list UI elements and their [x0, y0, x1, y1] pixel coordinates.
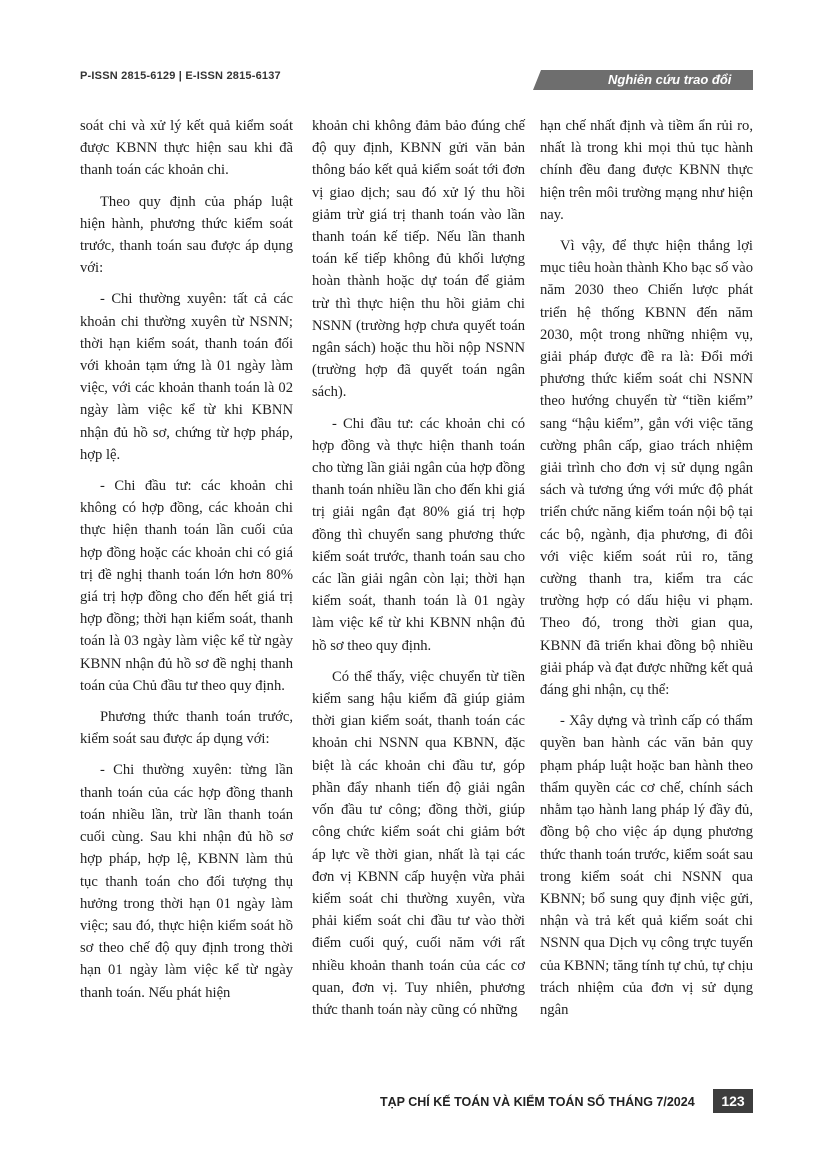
paragraph: khoản chi không đảm bảo đúng chế độ quy định, KBNN gửi văn bản thông báo kết quả kiểm soát tới đơn vị giao dịch; sau đó xử lý thu hồi giảm trừ giá trị thanh toán vào lần thanh toán kế tiếp. Nếu lần thanh toán kế tiếp không đủ khối lượng hoàn thành hoặc dự toán để giảm trừ thì thực hiện thu hồi giảm chi NSNN (trường hợp chưa quyết toán ngân sách) hoặc thu hồi nộp NSNN (trường hợp đã quyết toán ngân sách).: [312, 118, 525, 401]
paragraph: Theo quy định của pháp luật hiện hành, phương thức kiểm soát trước, thanh toán sau được áp dụng với:: [80, 193, 293, 277]
page-number: 123: [713, 1089, 753, 1113]
paragraph: - Chi thường xuyên: tất cả các khoản chi thường xuyên từ NSNN; thời hạn kiểm soát, thanh toán đối với khoản tạm ứng là 01 ngày làm việc, với các khoản thanh toán là 02 ngày làm việc kể từ khi KBNN nhận đủ hồ sơ, chứng từ hợp pháp, hợp lệ.: [80, 291, 293, 463]
paragraph: hạn chế nhất định và tiềm ẩn rủi ro, nhất là trong khi mọi thủ tục hành chính đều đang được KBNN thực hiện trên môi trường mạng như hiện nay.: [540, 118, 753, 223]
text-column-2: [312, 115, 525, 1030]
section-title: Nghiên cứu trao đổi: [608, 72, 732, 87]
paragraph: Phương thức thanh toán trước, kiểm soát sau được áp dụng với:: [80, 709, 293, 748]
paragraph: Có thể thấy, việc chuyển từ tiền kiểm sang hậu kiểm đã giúp giảm thời gian kiểm soát, thanh toán các khoản chi NSNN qua KBNN, đặc biệt là các khoản chi đầu tư, góp phần đẩy nhanh tiến độ giải ngân vốn đầu tư công; đồng thời, giúp công chức kiểm soát chi giảm bớt áp lực về thời gian, nhất là tại các đơn vị KBNN cấp huyện vừa phải kiểm soát chi thường xuyên, vừa phải kiểm soát chi đầu tư vào thời điểm cuối quý, cuối năm với rất nhiều khoản thanh toán của các cơ quan, đơn vị. Tuy nhiên, phương thức thanh toán này cũng có những: [312, 668, 525, 1018]
paragraph: Vì vậy, để thực hiện thắng lợi mục tiêu hoàn thành Kho bạc số vào năm 2030 theo Chiến lược phát triển hệ thống KBNN đến năm 2030, một trong những nhiệm vụ, giải pháp được đề ra là: Đổi mới phương thức kiểm soát chi NSNN theo hướng chuyển từ “tiền kiểm” sang “hậu kiểm”, gắn với việc tăng cường phân cấp, giao trách nhiệm giải trình cho đơn vị sử dụng ngân sách và tương ứng với mức độ phát triển chức năng kiểm toán nội bộ tại các bộ, ngành, địa phương, đi đôi với việc kiểm soát rủi ro, tăng cường thanh tra, kiểm tra các trường hợp có dấu hiệu vi phạm. Theo đó, trong thời gian qua, KBNN đã triển khai đồng bộ nhiều giải pháp và đạt được những kết quả đáng ghi nhận, cụ thể:: [540, 238, 753, 699]
paragraph: soát chi và xử lý kết quả kiểm soát được KBNN thực hiện sau khi đã thanh toán các khoản chi.: [80, 118, 293, 179]
issn-label: P-ISSN 2815-6129 | E-ISSN 2815-6137: [80, 70, 281, 82]
paragraph: - Chi thường xuyên: từng lần thanh toán của các hợp đồng thanh toán nhiều lần, trừ lần thanh toán cuối cùng. Sau khi nhận đủ hồ sơ hợp pháp, hợp lệ, KBNN làm thủ tục thanh toán cho đối tượng thụ hưởng trong thời hạn 01 ngày làm việc; sau đó, thực hiện kiểm soát hồ sơ theo chế độ quy định trong thời hạn 01 ngày làm việc kể từ ngày thanh toán. Nếu phát hiện: [80, 762, 293, 1001]
text-column-3: [540, 115, 753, 1030]
paragraph: - Chi đầu tư: các khoản chi không có hợp đồng, các khoản chi thực hiện thanh toán lần cuối của hợp đồng hoặc các khoản chi có giá trị đề nghị thanh toán lớn hơn 80% giá trị hợp đồng cho đến hết giá trị hợp đồng; thời hạn kiểm soát, thanh toán là 03 ngày làm việc kể từ ngày KBNN nhận đủ hồ sơ đề nghị thanh toán của Chủ đầu tư theo quy định.: [80, 478, 293, 694]
journal-footer: TẠP CHÍ KẾ TOÁN VÀ KIỂM TOÁN SỐ THÁNG 7/2024: [380, 1095, 695, 1109]
paragraph: - Chi đầu tư: các khoản chi có hợp đồng và thực hiện thanh toán cho từng lần giải ngân của hợp đồng thanh toán nhiều lần cho đến khi giá trị giải ngân đạt 80% giá trị hợp đồng thì chuyển sang phương thức kiểm soát trước, thanh toán sau cho các lần giải ngân còn lại; thời hạn kiểm soát, thanh toán là 01 ngày làm việc kể từ khi KBNN nhận đủ hồ sơ theo quy định.: [312, 415, 525, 654]
text-column-1: [80, 115, 293, 1013]
paragraph: - Xây dựng và trình cấp có thẩm quyền ban hành các văn bản quy phạm pháp luật hoặc ban hành theo thẩm quyền các cơ chế, chính sách nhằm tạo hành lang pháp lý đầy đủ, đồng bộ cho việc áp dụng phương thức thanh toán trước, kiểm soát sau trong kiểm soát chi NSNN qua KBNN; bổ sung quy định việc gửi, nhận và trả kết quả kiểm soát chi NSNN qua Dịch vụ công trực tuyến của KBNN; tăng tính tự chủ, tự chịu trách nhiệm của đơn vị sử dụng ngân: [540, 713, 753, 1018]
